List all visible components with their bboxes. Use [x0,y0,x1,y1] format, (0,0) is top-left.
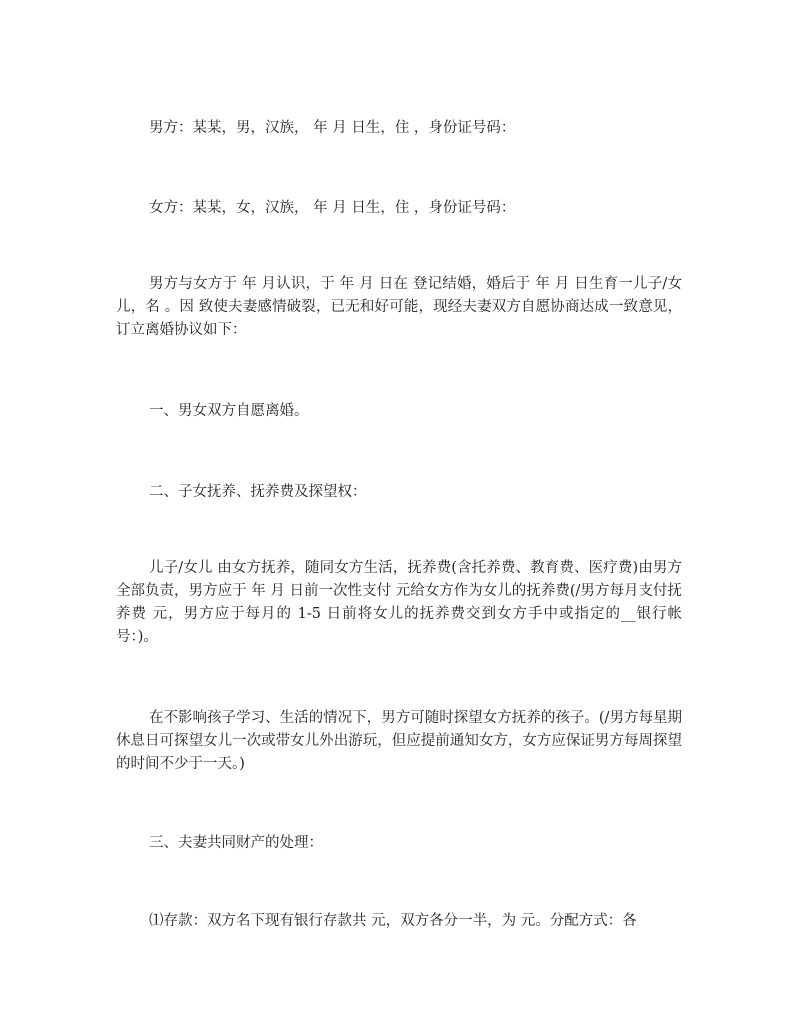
clause-3-heading: 三、夫妻共同财产的处理： [149,835,323,851]
paragraph-visitation: 在不影响孩子学习、生活的情况下，男方可随时探望女方抚养的孩子。(/男方每星期休息日可探望女儿一次或带女儿外出游玩，但应提前通知女方，女方应保证男方每周探望的时间不少于一天。) [116,710,682,772]
clause-1-divorce: 一、男女双方自愿离婚。 [149,403,309,419]
paragraph-child-support: 儿子/女儿 由女方抚养，随同女方生活，抚养费(含托养费、教育费、医疗费)由男方全部负责，男方应于 年 月 日前一次性支付 元给女方作为女儿的抚养费(/男方每月支付抚养费 元，男方应于每月的 1-5 日前将女儿的抚养费交到女方手中或指定的__银行帐号：)。 [116,560,682,645]
paragraph-savings: ⑴存款：双方名下现有银行存款共 元，双方各分一半，为 元。分配方式：各 [149,913,637,929]
paragraph-marriage-background: 男方与女方于 年 月认识，于 年 月 日在 登记结婚，婚后于 年 月 日生育一儿子/女儿，名 。因 致使夫妻感情破裂，已无和好可能，现经夫妻双方自愿协商达成一致意见，订立离婚协议如下： [116,276,682,338]
paragraph-wife-info: 女方：某某，女，汉族， 年 月 日生，住 ，身份证号码： [149,200,516,216]
clause-2-heading: 二、子女抚养、抚养费及探望权： [149,484,367,500]
paragraph-husband-info: 男方：某某，男，汉族， 年 月 日生，住 ，身份证号码： [149,120,516,136]
